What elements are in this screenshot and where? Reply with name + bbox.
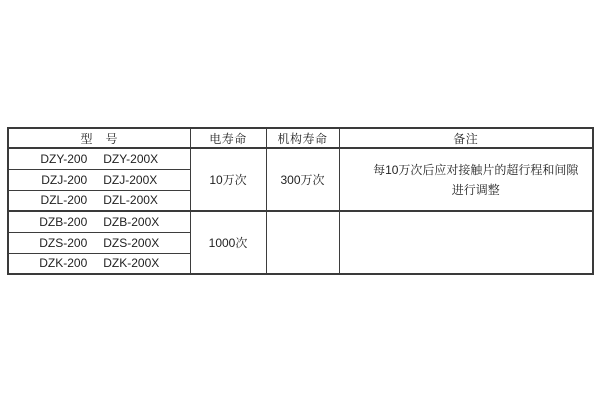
header-row	[8, 128, 593, 148]
remarks-cell	[339, 211, 593, 274]
remarks-cell	[339, 148, 593, 211]
model-cell	[8, 190, 190, 211]
model-name: DZY-200X	[103, 151, 159, 166]
table-row	[8, 211, 593, 232]
model-name: DZS-200	[39, 235, 88, 250]
mechanism-life-cell	[266, 211, 339, 274]
model-name: DZJ-200	[41, 172, 88, 187]
remark-line-2: 进行调整	[451, 182, 500, 197]
model-cell	[8, 253, 190, 274]
model-name: DZK-200X	[103, 256, 160, 271]
electrical-life-cell: 10万次	[190, 148, 266, 211]
spec-table	[7, 127, 594, 275]
electrical-life-cell: 1000次	[190, 211, 266, 274]
model-name: DZB-200X	[103, 214, 160, 229]
model-cell	[8, 232, 190, 253]
model-name: DZS-200X	[103, 235, 160, 250]
mechanism-life-cell: 300万次	[266, 148, 339, 211]
model-cell	[8, 211, 190, 232]
model-name: DZL-200X	[103, 193, 158, 208]
model-name: DZK-200	[39, 256, 88, 271]
model-name: DZY-200	[40, 151, 88, 166]
model-name: DZB-200	[39, 214, 88, 229]
header-electrical-life: 电寿命	[190, 128, 266, 148]
model-name: DZJ-200X	[103, 172, 158, 187]
model-cell	[8, 169, 190, 190]
table-row	[8, 148, 593, 169]
header-mechanism-life: 机构寿命	[266, 128, 339, 148]
model-cell	[8, 148, 190, 169]
remark-line-1: 每10万次后应对接触片的超行程和间隙	[373, 162, 579, 177]
model-name: DZL-200	[40, 193, 88, 208]
header-remarks: 备注	[339, 128, 593, 148]
header-model: 型 号	[8, 128, 190, 148]
